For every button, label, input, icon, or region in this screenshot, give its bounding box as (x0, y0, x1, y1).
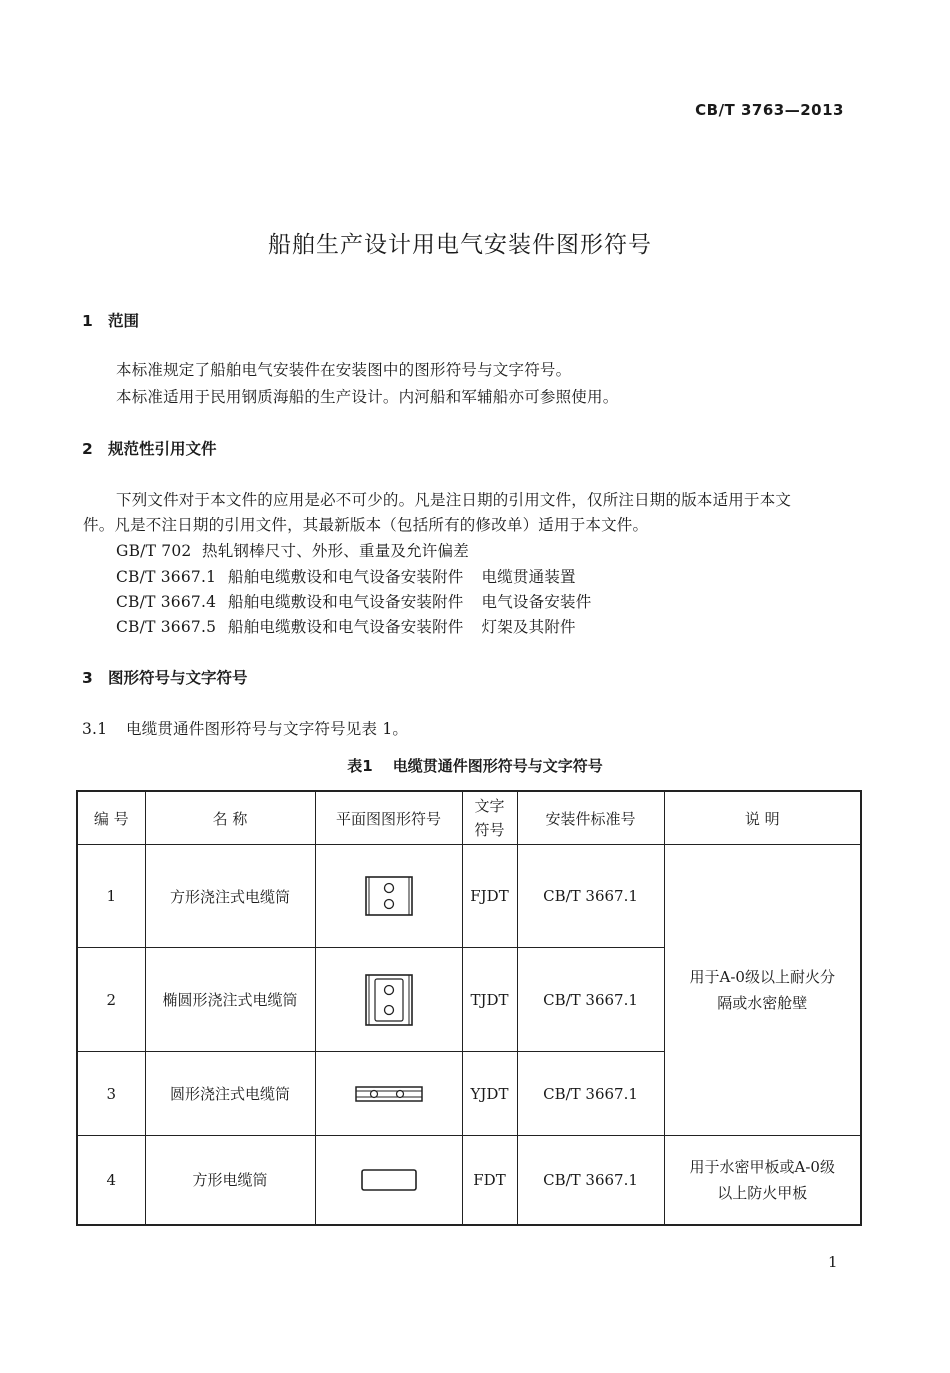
note-line: 用于A-0级以上耐火分 (689, 968, 835, 986)
row-number: 2 (77, 948, 145, 1052)
row-symbol (315, 1052, 462, 1136)
header-letter-code (462, 791, 517, 845)
row-name: 圆形浇注式电缆筒 (145, 1052, 315, 1136)
paragraph: 下列文件对于本文件的应用是必不可少的。凡是注日期的引用文件，仅所注日期的版本适用于本文 (116, 491, 792, 509)
row-standard: CB/T 3667.1 (517, 948, 664, 1052)
reference-item (116, 615, 576, 637)
page-number: 1 (828, 1253, 838, 1271)
header-note: 说 明 (664, 791, 861, 845)
section-3-heading (82, 666, 248, 688)
oval-two-hole-symbol-icon (364, 973, 414, 1027)
table-row (77, 845, 861, 948)
reference-subtitle: 电气设备安装件 (481, 593, 592, 611)
reference-title: 船舶电缆敷设和电气设备安装附件 (228, 568, 464, 586)
row-symbol (315, 845, 462, 948)
row-standard: CB/T 3667.1 (517, 845, 664, 948)
note-line: 用于水密甲板或A-0级 (689, 1157, 835, 1176)
section-2-heading (82, 437, 217, 459)
table-label: 表1 (347, 757, 373, 775)
table-header-row (77, 791, 861, 845)
row-note (664, 1136, 861, 1225)
row-symbol (315, 1136, 462, 1225)
paragraph: 件。凡是不注日期的引用文件，其最新版本（包括所有的修改单）适用于本文件。 (83, 516, 649, 534)
paragraph: 本标准适用于民用钢质海船的生产设计。内河船和军辅船亦可参照使用。 (116, 388, 619, 406)
row-number: 1 (77, 845, 145, 948)
row-note (664, 845, 861, 1136)
row-symbol (315, 948, 462, 1052)
row-letter-code: FDT (462, 1136, 517, 1225)
square-two-hole-symbol-icon (364, 875, 414, 917)
row-name: 方形电缆筒 (145, 1136, 315, 1225)
row-letter-code: TJDT (462, 948, 517, 1052)
note-line: 以上防火甲板 (717, 1183, 808, 1202)
row-name: 方形浇注式电缆筒 (145, 845, 315, 948)
rectangle-tube-symbol-icon (360, 1167, 418, 1193)
subsection-text: 电缆贯通件图形符号与文字符号见表 1。 (126, 720, 409, 738)
paragraph: 本标准规定了船舶电气安装件在安装图中的图形符号与文字符号。 (116, 361, 572, 379)
row-standard: CB/T 3667.1 (517, 1052, 664, 1136)
symbol-table (76, 790, 862, 1226)
reference-code: CB/T 3667.5 (116, 618, 217, 636)
reference-title: 热轧钢棒尺寸、外形、重量及允许偏差 (202, 542, 469, 560)
row-letter-code: YJDT (462, 1052, 517, 1136)
reference-code: GB/T 702 (116, 542, 192, 560)
section-number: 2 (82, 440, 93, 458)
row-number: 3 (77, 1052, 145, 1136)
header-symbol: 平面图图形符号 (315, 791, 462, 845)
subsection-number: 3.1 (82, 720, 108, 738)
section-title: 规范性引用文件 (108, 440, 217, 458)
section-title: 图形符号与文字符号 (108, 669, 248, 687)
header-name: 名 称 (145, 791, 315, 845)
header-no: 编 号 (77, 791, 145, 845)
note-line: 隔或水密舱壁 (717, 994, 808, 1012)
document-title: 船舶生产设计用电气安装件图形符号 (268, 232, 652, 258)
table-caption-title: 电缆贯通件图形符号与文字符号 (392, 757, 603, 775)
section-title: 范围 (108, 312, 140, 330)
table-row (77, 1136, 861, 1225)
row-name: 椭圆形浇注式电缆筒 (145, 948, 315, 1052)
reference-code: CB/T 3667.1 (116, 568, 217, 586)
section-1-heading (82, 309, 139, 331)
reference-subtitle: 电缆贯通装置 (481, 568, 576, 586)
header-letter-line2: 符号 (474, 821, 505, 839)
subsection-3-1 (82, 717, 408, 739)
row-number: 4 (77, 1136, 145, 1225)
round-tube-symbol-icon (354, 1084, 424, 1104)
reference-title: 船舶电缆敷设和电气设备安装附件 (228, 593, 464, 611)
reference-item (116, 590, 591, 612)
reference-subtitle: 灯架及其附件 (481, 618, 576, 636)
section-number: 3 (82, 669, 93, 687)
reference-code: CB/T 3667.4 (116, 593, 217, 611)
standard-number: CB/T 3763—2013 (695, 101, 844, 119)
section-number: 1 (82, 312, 93, 330)
reference-title: 船舶电缆敷设和电气设备安装附件 (228, 618, 464, 636)
table-caption (0, 755, 950, 776)
header-letter-line1: 文字 (474, 797, 505, 815)
reference-item (116, 539, 469, 561)
row-letter-code: FJDT (462, 845, 517, 948)
row-standard: CB/T 3667.1 (517, 1136, 664, 1225)
header-standard: 安装件标准号 (517, 791, 664, 845)
reference-item (116, 565, 576, 587)
